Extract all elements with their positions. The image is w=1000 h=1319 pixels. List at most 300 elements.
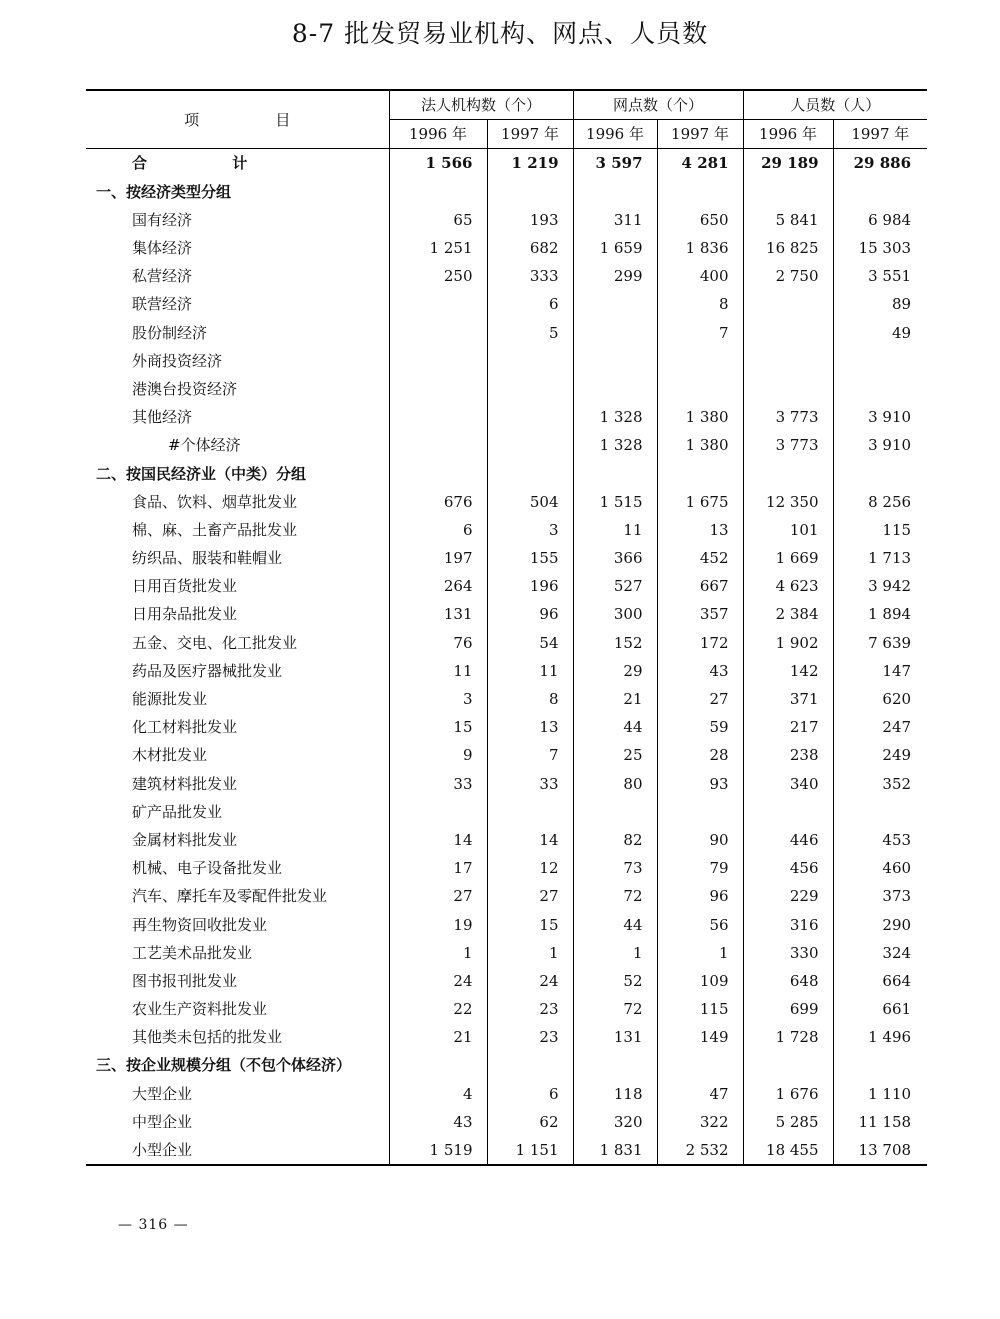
cell-value: 290 xyxy=(882,915,912,934)
cell-value: 149 xyxy=(657,1023,743,1051)
cell-value xyxy=(573,798,657,826)
row-label: 木材批发业 xyxy=(86,741,389,769)
cell-value: 661 xyxy=(882,1000,912,1019)
cell-value: 1 151 xyxy=(487,1136,573,1165)
row-label: 能源批发业 xyxy=(86,685,389,713)
cell-value: 1 836 xyxy=(657,234,743,262)
cell-value xyxy=(573,459,657,487)
cell-value: 217 xyxy=(743,713,833,741)
cell-value xyxy=(833,375,927,403)
cell-value: 59 xyxy=(657,713,743,741)
cell-value: 152 xyxy=(573,629,657,657)
cell-value xyxy=(573,290,657,318)
cell-value xyxy=(743,459,833,487)
cell-value: 247 xyxy=(882,718,912,737)
header-year: 1997 年 xyxy=(487,120,573,149)
cell-value: 24 xyxy=(389,967,487,995)
table-row xyxy=(86,319,927,347)
cell-value: 650 xyxy=(657,206,743,234)
cell-value: 109 xyxy=(657,967,743,995)
cell-value: 16 825 xyxy=(743,234,833,262)
cell-value: 2 750 xyxy=(743,262,833,290)
cell-value: 7 639 xyxy=(868,633,912,652)
cell-value: 15 xyxy=(389,713,487,741)
table-row xyxy=(86,1108,927,1136)
cell-value: 23 xyxy=(487,1023,573,1051)
cell-value: 4 xyxy=(389,1080,487,1108)
cell-value: 1 328 xyxy=(573,403,657,431)
cell-value xyxy=(833,347,927,375)
cell-value xyxy=(487,178,573,206)
cell-value: 1 669 xyxy=(743,544,833,572)
row-label: 私营经济 xyxy=(86,262,389,290)
cell-value: 172 xyxy=(657,629,743,657)
cell-value: 527 xyxy=(573,572,657,600)
header-year: 1996 年 xyxy=(573,120,657,149)
cell-value: 667 xyxy=(657,572,743,600)
table-row xyxy=(86,629,927,657)
cell-value: 44 xyxy=(573,713,657,741)
cell-value: 24 xyxy=(487,967,573,995)
row-label: 图书报刊批发业 xyxy=(86,967,389,995)
cell-value xyxy=(657,178,743,206)
cell-value xyxy=(573,347,657,375)
cell-value: 29 xyxy=(573,657,657,685)
cell-value xyxy=(487,403,573,431)
row-label: 食品、饮料、烟草批发业 xyxy=(86,488,389,516)
cell-value: 13 708 xyxy=(833,1136,927,1165)
table-row xyxy=(86,1080,927,1108)
cell-value xyxy=(487,459,573,487)
cell-value: 320 xyxy=(573,1108,657,1136)
cell-value xyxy=(573,178,657,206)
cell-value xyxy=(833,459,927,487)
table-row xyxy=(86,1051,927,1079)
row-label: 纺织品、服装和鞋帽业 xyxy=(86,544,389,572)
cell-value: 1 713 xyxy=(868,549,912,568)
table-row xyxy=(86,516,927,544)
cell-value: 4 281 xyxy=(657,149,743,178)
header-year: 1997 年 xyxy=(851,125,910,144)
cell-value: 47 xyxy=(657,1080,743,1108)
cell-value: 17 xyxy=(389,854,487,882)
table-row xyxy=(86,685,927,713)
cell-value: 196 xyxy=(487,572,573,600)
cell-value: 316 xyxy=(743,910,833,938)
cell-value: 101 xyxy=(743,516,833,544)
table-row xyxy=(86,657,927,685)
cell-value xyxy=(573,319,657,347)
row-label: 化工材料批发业 xyxy=(86,713,389,741)
cell-value: 366 xyxy=(573,544,657,572)
row-label: 日用百货批发业 xyxy=(86,572,389,600)
cell-value: 80 xyxy=(573,770,657,798)
cell-value: 29 886 xyxy=(833,149,927,178)
row-label: 集体经济 xyxy=(86,234,389,262)
cell-value: 300 xyxy=(573,600,657,628)
cell-value: 1 675 xyxy=(657,488,743,516)
row-label: 机械、电子设备批发业 xyxy=(86,854,389,882)
cell-value xyxy=(487,1051,573,1079)
cell-value: 27 xyxy=(487,882,573,910)
cell-value: 1 xyxy=(389,939,487,967)
cell-value xyxy=(657,375,743,403)
cell-value: 6 xyxy=(487,290,573,318)
cell-value: 460 xyxy=(882,859,912,878)
cell-value: 11 xyxy=(389,657,487,685)
section-heading: 三、按企业规模分组（不包个体经济） xyxy=(86,1051,389,1079)
cell-value: 19 xyxy=(389,910,487,938)
cell-value: 12 350 xyxy=(743,488,833,516)
cell-value: 330 xyxy=(743,939,833,967)
cell-value: 33 xyxy=(389,770,487,798)
row-label: #个体经济 xyxy=(86,431,389,459)
cell-value: 620 xyxy=(882,690,912,709)
page-number: — 316 — xyxy=(118,1217,189,1233)
cell-value: 72 xyxy=(573,995,657,1023)
table-row xyxy=(86,206,927,234)
cell-value: 453 xyxy=(882,830,912,849)
cell-value: 6 xyxy=(389,516,487,544)
cell-value: 142 xyxy=(743,657,833,685)
table-row xyxy=(86,1136,927,1165)
cell-value xyxy=(389,290,487,318)
cell-value: 299 xyxy=(573,262,657,290)
cell-value: 229 xyxy=(743,882,833,910)
header-item-label: 项 目 xyxy=(86,90,389,149)
cell-value: 249 xyxy=(882,746,912,765)
row-label: 国有经济 xyxy=(86,206,389,234)
cell-value: 15 303 xyxy=(858,239,912,258)
cell-value: 2 532 xyxy=(657,1136,743,1165)
cell-value: 44 xyxy=(573,910,657,938)
row-label: 港澳台投资经济 xyxy=(86,375,389,403)
cell-value: 79 xyxy=(657,854,743,882)
cell-value xyxy=(389,1051,487,1079)
row-label: 外商投资经济 xyxy=(86,347,389,375)
cell-value: 3 773 xyxy=(743,403,833,431)
table-row xyxy=(86,431,927,459)
table-row xyxy=(86,967,927,995)
table-row xyxy=(86,178,927,206)
cell-value: 456 xyxy=(743,854,833,882)
cell-value: 1 380 xyxy=(657,431,743,459)
cell-value: 96 xyxy=(657,882,743,910)
cell-value: 3 942 xyxy=(868,577,912,596)
cell-value: 118 xyxy=(573,1080,657,1108)
header-year: 1996 年 xyxy=(743,120,833,149)
cell-value: 1 728 xyxy=(743,1023,833,1051)
cell-value: 14 xyxy=(487,826,573,854)
cell-value: 13 xyxy=(657,516,743,544)
row-label: 日用杂品批发业 xyxy=(86,600,389,628)
row-label: 五金、交电、化工批发业 xyxy=(86,629,389,657)
cell-value xyxy=(389,798,487,826)
cell-value: 3 xyxy=(389,685,487,713)
cell-value: 1 831 xyxy=(573,1136,657,1165)
cell-value xyxy=(743,178,833,206)
cell-value: 11 xyxy=(573,516,657,544)
cell-value: 1 110 xyxy=(868,1084,912,1103)
table-row xyxy=(86,262,927,290)
cell-value: 15 xyxy=(487,910,573,938)
cell-value xyxy=(657,798,743,826)
cell-value: 264 xyxy=(389,572,487,600)
header-group-outlets: 网点数（个） xyxy=(573,90,743,120)
row-label: 金属材料批发业 xyxy=(86,826,389,854)
cell-value: 73 xyxy=(573,854,657,882)
row-label: 中型企业 xyxy=(86,1108,389,1136)
cell-value: 82 xyxy=(573,826,657,854)
table-row xyxy=(86,770,927,798)
header-group-legal-entities: 法人机构数（个） xyxy=(389,90,573,120)
cell-value: 1 xyxy=(657,939,743,967)
table-row xyxy=(86,234,927,262)
cell-value xyxy=(657,459,743,487)
cell-value: 8 xyxy=(657,290,743,318)
cell-value: 311 xyxy=(573,206,657,234)
row-label: 股份制经济 xyxy=(86,319,389,347)
cell-value xyxy=(487,431,573,459)
cell-value: 14 xyxy=(389,826,487,854)
cell-value: 6 984 xyxy=(868,210,912,229)
cell-value: 131 xyxy=(573,1023,657,1051)
cell-value: 43 xyxy=(657,657,743,685)
cell-value: 676 xyxy=(389,488,487,516)
cell-value: 18 455 xyxy=(743,1136,833,1165)
cell-value: 11 158 xyxy=(858,1112,912,1131)
cell-value: 324 xyxy=(882,943,912,962)
table-row xyxy=(86,347,927,375)
cell-value: 54 xyxy=(487,629,573,657)
cell-value xyxy=(389,459,487,487)
cell-value xyxy=(743,798,833,826)
table-row xyxy=(86,798,927,826)
table-row xyxy=(86,854,927,882)
cell-value: 72 xyxy=(573,882,657,910)
row-label: 小型企业 xyxy=(86,1136,389,1165)
section-heading: 二、按国民经济业（中类）分组 xyxy=(86,459,389,487)
cell-value xyxy=(573,375,657,403)
cell-value: 27 xyxy=(657,685,743,713)
table-row-total xyxy=(86,149,927,178)
cell-value: 8 256 xyxy=(868,492,912,511)
cell-value: 3 910 xyxy=(868,408,912,427)
cell-value: 1 251 xyxy=(389,234,487,262)
cell-value: 504 xyxy=(487,488,573,516)
cell-value: 333 xyxy=(487,262,573,290)
table-row xyxy=(86,544,927,572)
row-label: 其他经济 xyxy=(86,403,389,431)
row-label: 再生物资回收批发业 xyxy=(86,910,389,938)
cell-value: 373 xyxy=(882,887,912,906)
cell-value: 699 xyxy=(743,995,833,1023)
cell-value: 3 xyxy=(487,516,573,544)
cell-value xyxy=(573,1051,657,1079)
cell-value: 56 xyxy=(657,910,743,938)
cell-value: 1 328 xyxy=(573,431,657,459)
cell-value xyxy=(743,375,833,403)
cell-value: 3 910 xyxy=(868,436,912,455)
cell-value: 1 566 xyxy=(389,149,487,178)
cell-value xyxy=(743,290,833,318)
cell-value xyxy=(743,1051,833,1079)
cell-value: 1 380 xyxy=(657,403,743,431)
cell-value: 115 xyxy=(657,995,743,1023)
page-title: 8-7 批发贸易业机构、网点、人员数 xyxy=(291,19,709,48)
row-label: 矿产品批发业 xyxy=(86,798,389,826)
statistics-table xyxy=(86,89,927,1166)
cell-value: 52 xyxy=(573,967,657,995)
cell-value xyxy=(833,178,927,206)
cell-value: 6 xyxy=(487,1080,573,1108)
section-heading: 一、按经济类型分组 xyxy=(86,178,389,206)
cell-value xyxy=(487,347,573,375)
cell-value: 250 xyxy=(389,262,487,290)
cell-value: 5 285 xyxy=(743,1108,833,1136)
cell-value: 4 623 xyxy=(743,572,833,600)
table-row xyxy=(86,713,927,741)
table-row xyxy=(86,741,927,769)
cell-value: 23 xyxy=(487,995,573,1023)
cell-value: 664 xyxy=(882,971,912,990)
cell-value: 22 xyxy=(389,995,487,1023)
table-row xyxy=(86,600,927,628)
cell-value: 11 xyxy=(487,657,573,685)
row-label: 农业生产资料批发业 xyxy=(86,995,389,1023)
cell-value: 8 xyxy=(487,685,573,713)
row-label: 其他类未包括的批发业 xyxy=(86,1023,389,1051)
row-label-total: 合 计 xyxy=(86,149,389,178)
cell-value: 21 xyxy=(389,1023,487,1051)
cell-value xyxy=(389,319,487,347)
cell-value: 1 902 xyxy=(743,629,833,657)
table-row xyxy=(86,572,927,600)
cell-value: 43 xyxy=(389,1108,487,1136)
cell-value: 7 xyxy=(487,741,573,769)
cell-value: 1 659 xyxy=(573,234,657,262)
row-label: 大型企业 xyxy=(86,1080,389,1108)
cell-value xyxy=(389,347,487,375)
cell-value: 446 xyxy=(743,826,833,854)
cell-value: 238 xyxy=(743,741,833,769)
cell-value: 90 xyxy=(657,826,743,854)
cell-value: 1 519 xyxy=(389,1136,487,1165)
header-year: 1996 年 xyxy=(389,120,487,149)
cell-value: 357 xyxy=(657,600,743,628)
table-row xyxy=(86,995,927,1023)
table-row xyxy=(86,488,927,516)
cell-value: 1 515 xyxy=(573,488,657,516)
cell-value xyxy=(743,319,833,347)
cell-value: 1 219 xyxy=(487,149,573,178)
cell-value: 3 773 xyxy=(743,431,833,459)
cell-value: 340 xyxy=(743,770,833,798)
cell-value xyxy=(657,347,743,375)
table-row xyxy=(86,939,927,967)
cell-value xyxy=(389,403,487,431)
cell-value: 76 xyxy=(389,629,487,657)
table-row xyxy=(86,459,927,487)
cell-value: 1 xyxy=(487,939,573,967)
cell-value: 3 551 xyxy=(868,267,912,286)
row-label: 药品及医疗器械批发业 xyxy=(86,657,389,685)
cell-value: 49 xyxy=(891,323,912,342)
cell-value: 352 xyxy=(882,774,912,793)
cell-value: 1 xyxy=(573,939,657,967)
cell-value: 1 894 xyxy=(868,605,912,624)
cell-value: 452 xyxy=(657,544,743,572)
cell-value: 371 xyxy=(743,685,833,713)
row-label: 棉、麻、土畜产品批发业 xyxy=(86,516,389,544)
cell-value: 322 xyxy=(657,1108,743,1136)
cell-value xyxy=(487,375,573,403)
cell-value: 648 xyxy=(743,967,833,995)
cell-value xyxy=(389,375,487,403)
cell-value: 27 xyxy=(389,882,487,910)
cell-value: 1 496 xyxy=(868,1028,912,1047)
table-row xyxy=(86,882,927,910)
table-row xyxy=(86,1023,927,1051)
cell-value xyxy=(743,347,833,375)
row-label: 工艺美术品批发业 xyxy=(86,939,389,967)
cell-value: 13 xyxy=(487,713,573,741)
cell-value: 5 841 xyxy=(743,206,833,234)
cell-value: 93 xyxy=(657,770,743,798)
cell-value xyxy=(389,431,487,459)
cell-value: 2 384 xyxy=(743,600,833,628)
cell-value xyxy=(833,798,927,826)
table-row xyxy=(86,910,927,938)
cell-value: 62 xyxy=(487,1108,573,1136)
cell-value xyxy=(657,1051,743,1079)
table-row xyxy=(86,375,927,403)
cell-value: 147 xyxy=(882,661,912,680)
header-year: 1997 年 xyxy=(657,120,743,149)
cell-value: 96 xyxy=(487,600,573,628)
cell-value: 682 xyxy=(487,234,573,262)
row-label: 汽车、摩托车及零配件批发业 xyxy=(86,882,389,910)
table-row xyxy=(86,826,927,854)
cell-value: 29 189 xyxy=(743,149,833,178)
cell-value: 1 676 xyxy=(743,1080,833,1108)
cell-value: 89 xyxy=(891,295,912,314)
cell-value xyxy=(389,178,487,206)
cell-value: 5 xyxy=(487,319,573,347)
table-row xyxy=(86,403,927,431)
cell-value xyxy=(833,1051,927,1079)
cell-value: 193 xyxy=(487,206,573,234)
cell-value: 155 xyxy=(487,544,573,572)
cell-value: 65 xyxy=(389,206,487,234)
cell-value: 9 xyxy=(389,741,487,769)
header-group-staff: 人员数（人） xyxy=(743,90,927,120)
cell-value: 7 xyxy=(657,319,743,347)
cell-value xyxy=(487,798,573,826)
cell-value: 115 xyxy=(882,520,912,539)
cell-value: 131 xyxy=(389,600,487,628)
cell-value: 28 xyxy=(657,741,743,769)
cell-value: 12 xyxy=(487,854,573,882)
table-row xyxy=(86,290,927,318)
cell-value: 33 xyxy=(487,770,573,798)
row-label: 联营经济 xyxy=(86,290,389,318)
cell-value: 21 xyxy=(573,685,657,713)
cell-value: 25 xyxy=(573,741,657,769)
row-label: 建筑材料批发业 xyxy=(86,770,389,798)
cell-value: 197 xyxy=(389,544,487,572)
cell-value: 3 597 xyxy=(573,149,657,178)
